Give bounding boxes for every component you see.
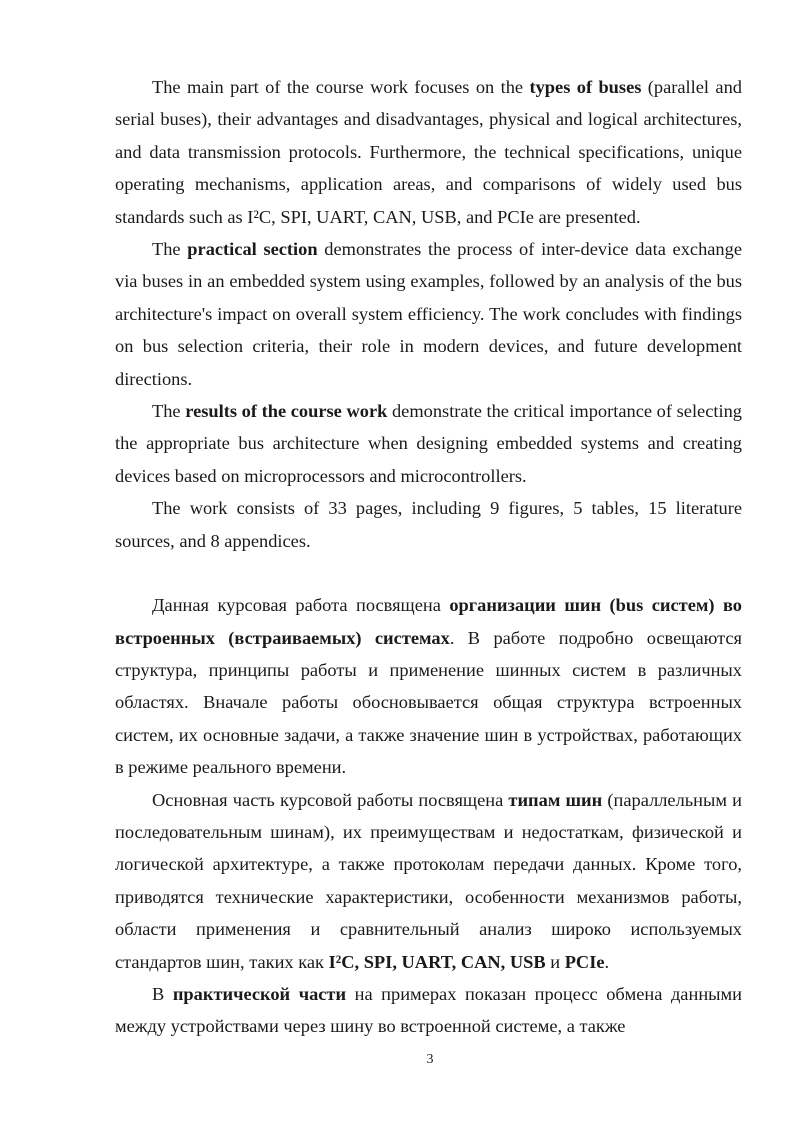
text-run: .: [604, 951, 610, 972]
text-run: demonstrates the process of inter-device data exchange via buses in an embedded system using examples, followed by an analysis of the bus architecture's impact on overall system efficiency. The work concludes with findings on bus selection criteria, their role in modern devices, and future development directions.: [115, 239, 742, 389]
text-run: demonstrate the critical importance of selecting the appropriate bus architecture when designing embedded systems and creating devices based on microprocessors and microcontrollers.: [115, 401, 742, 486]
text-run: (параллельным и последовательным шинам), их преимуществам и недостаткам, физической и логической архитектуре, а также протоколам передачи данных. Кроме того, приводятся технические характеристики, особенности механизмов работы, области применения и сравнительный анализ широко используемых стандартов шин, таких как: [115, 789, 743, 972]
text-run: The: [152, 401, 186, 422]
paragraph-en-results: [115, 395, 742, 492]
text-run: В: [152, 983, 173, 1004]
bold-text: практической части: [172, 983, 347, 1004]
paragraph-en-volume: [115, 492, 742, 557]
text-run: Основная часть курсовой работы посвящена: [152, 789, 509, 810]
section-gap: [115, 557, 742, 589]
document-page: [115, 71, 742, 1043]
bold-text: типам шин: [508, 789, 603, 810]
text-run: (parallel and serial buses), their advantages and disadvantages, physical and logical architectures, and data transmission protocols. Furthermore, the technical specifications, unique operating mechanisms, application areas, and comparisons of widely used bus standards such as I²C, SPI, UART, CAN, USB, and PCIe are presented.: [115, 77, 742, 227]
bold-text: practical section: [187, 239, 318, 260]
bold-text: types of buses: [529, 77, 642, 97]
text-run: The work consists of 33 pages, including 9 figures, 5 tables, 15 literature sources, and 8 appendices.: [115, 498, 742, 551]
text-run: The main part of the course work focuses on the: [152, 77, 530, 97]
bold-text: PCIe: [564, 951, 605, 972]
text-run: . В работе подробно освещаются структура, принципы работы и применение шинных систем в различных областях. Вначале работы обосновывается общая структура встроенных систем, их основные задачи, а также значение шин в устройствах, работающих в режиме реального времени.: [115, 627, 742, 778]
paragraph-en-practical: [115, 233, 742, 395]
paragraph-ru-practical: [115, 978, 742, 1043]
page-number: 3: [426, 1052, 434, 1067]
bold-text: организации шин (bus систем) во встроенных (встраиваемых) системах: [115, 595, 742, 648]
paragraph-ru-intro: [115, 589, 742, 783]
paragraph-ru-main-part: [115, 784, 742, 978]
text-run: The: [152, 239, 188, 260]
text-run: Данная курсовая работа посвящена: [152, 595, 450, 616]
text-run: на примерах показан процесс обмена данными между устройствами через шину во встроенной системе, а также: [115, 983, 742, 1037]
text-run: и: [545, 951, 565, 972]
bold-text: I²C, SPI, UART, CAN, USB: [328, 951, 546, 972]
bold-text: results of the course work: [185, 401, 388, 422]
paragraph-en-main-part: [115, 71, 742, 233]
